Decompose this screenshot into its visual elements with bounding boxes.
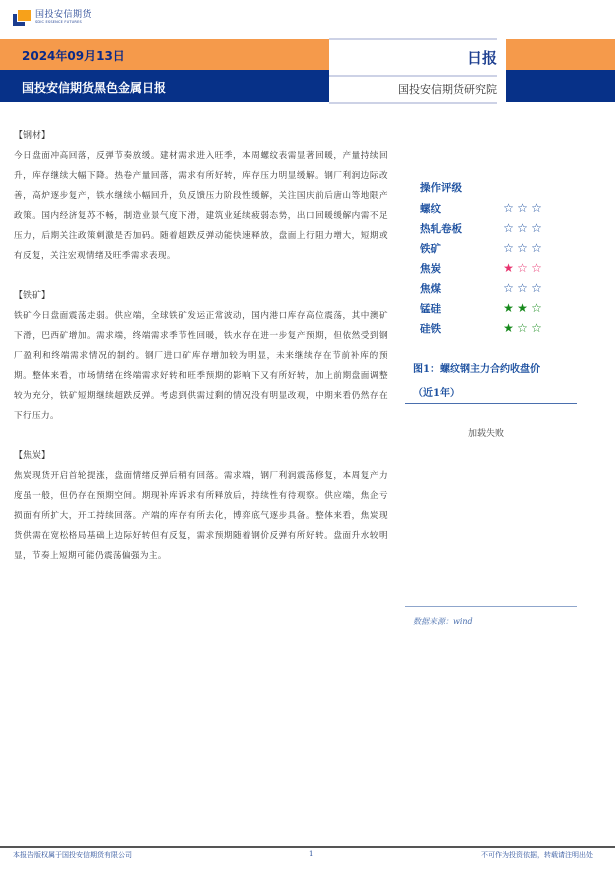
figure-title [413, 358, 588, 406]
footer-disclaimer: 不可作为投资依据，转载请注明出处 [481, 851, 593, 859]
analysis-column [14, 126, 388, 566]
rating-name: 热轧卷板 [420, 222, 462, 235]
section-body: 焦炭现货开启首轮提涨，盘面情绪反弹后稍有回落。需求端，钢厂利润震荡修复，本周复产力度虽一般，但仍存在预期空间。期现补库诉求有所释放后，持续性有待观察。供应端，焦企亏损面有所扩大，开工持续回落。产端的库存有所去化，博弈底气逐步具备。整体来看，焦炭现货供需在宽松格局基础上边际好转但有反复，需求预期随着钢价反弹有所好转。盘面升水较明显，节奏上短期可能仍震荡偏强为主。 [14, 471, 388, 561]
rating-title: 操作评级 [420, 182, 462, 194]
logo-chinese-name: 国投安信期货 [35, 10, 93, 21]
rating-row-silicomanganese [420, 298, 615, 318]
figure-load-failed: 加载失败 [468, 429, 505, 439]
star-filled-icon: ★ [503, 261, 514, 275]
star-rating-icon [502, 282, 543, 294]
footer-rule [0, 846, 615, 848]
star-empty-icon: ☆ [531, 241, 542, 255]
rating-row-hot-rolled-coil [420, 218, 615, 238]
star-rating-icon [502, 262, 543, 274]
figure-bottom-rule [405, 606, 577, 607]
report-date: 2024年09月13日 [22, 49, 125, 63]
star-empty-icon: ☆ [517, 321, 528, 335]
star-empty-icon: ☆ [517, 201, 528, 215]
star-empty-icon: ☆ [517, 261, 528, 275]
star-rating-icon [502, 322, 543, 334]
divider [329, 75, 497, 77]
rating-name: 螺纹 [420, 202, 441, 215]
rating-row-coking-coal [420, 278, 615, 298]
rating-name: 锰硅 [420, 302, 441, 315]
star-filled-icon: ★ [517, 301, 528, 315]
star-empty-icon: ☆ [531, 281, 542, 295]
section-heading: 【焦炭】 [14, 451, 51, 461]
star-empty-icon: ☆ [503, 201, 514, 215]
star-rating-icon [502, 302, 543, 314]
star-rating-icon [502, 222, 543, 234]
star-rating-icon [502, 202, 543, 214]
divider [329, 102, 497, 104]
divider [329, 38, 497, 40]
star-empty-icon: ☆ [503, 221, 514, 235]
figure-source: 数据来源：wind [413, 617, 473, 626]
rating-name: 硅铁 [420, 322, 441, 335]
rating-row-ferrosilicon [420, 318, 615, 338]
star-empty-icon: ☆ [531, 221, 542, 235]
rating-row-rebar [420, 198, 615, 218]
star-rating-icon [502, 242, 543, 254]
star-empty-icon: ☆ [531, 321, 542, 335]
rating-name: 焦炭 [420, 262, 441, 275]
footer-copyright: 本报告版权属于国投安信期货有限公司 [13, 851, 132, 859]
rating-row-iron-ore [420, 238, 615, 258]
section-body: 今日盘面冲高回落，反弹节奏放缓。建材需求进入旺季，本周螺纹表需显著回暖，产量持续回升，库存继续大幅下降。热卷产量回落，需求有所好转，库存压力明显缓解。钢厂利润边际改善，高炉逐步复产，铁水继续小幅回升，负反馈压力阶段性缓解，关注国庆前后唐山等地限产政策。国内经济复苏不畅，制造业景气度下滑，建筑业延续疲弱态势，出口回暖缓解内需不足压力，后期关注政策刺激是否加码。随着超跌反弹动能快速释放，盘面上行阻力增大，短期或有反复，关注宏观情绪及旺季需求表现。 [14, 151, 388, 261]
star-empty-icon: ☆ [517, 221, 528, 235]
star-empty-icon: ☆ [503, 241, 514, 255]
company-logo [13, 10, 92, 26]
report-title: 国投安信期货黑色金属日报 [22, 81, 167, 95]
logo-english-name: SDIC ESSENCE FUTURES [35, 20, 82, 25]
section-iron-ore [14, 286, 388, 426]
section-coke [14, 446, 388, 566]
star-empty-icon: ☆ [531, 301, 542, 315]
figure-top-rule [405, 403, 577, 404]
institute-name: 国投安信期货研究院 [398, 83, 497, 96]
rating-name: 铁矿 [420, 242, 441, 255]
star-empty-icon: ☆ [531, 201, 542, 215]
star-empty-icon: ☆ [531, 261, 542, 275]
figure-title-line2: （近1年） [413, 388, 460, 399]
star-empty-icon: ☆ [503, 281, 514, 295]
figure-title-line1: 图1：螺纹钢主力合约收盘价 [413, 364, 540, 375]
section-heading: 【钢材】 [14, 131, 51, 141]
rating-panel [400, 178, 615, 338]
report-type-box [329, 36, 506, 106]
section-heading: 【铁矿】 [14, 291, 51, 301]
page-number: 1 [309, 850, 314, 858]
rating-name: 焦煤 [420, 282, 441, 295]
star-empty-icon: ☆ [517, 241, 528, 255]
section-steel [14, 126, 388, 266]
star-empty-icon: ☆ [517, 281, 528, 295]
section-body: 铁矿今日盘面震荡走弱。供应端，全球铁矿发运正常波动，国内港口库存高位震荡，其中澳矿下滑，巴西矿增加。需求端，终端需求季节性回暖，铁水存在进一步复产预期，但依然受到钢厂盈利和终端需求情况的制约。钢厂进口矿库存增加较为明显，未来继续存在节前补库的预期。整体来看，市场情绪在终端需求好转和旺季预期的影响下又有所好转，加上前期盘面调整较为充分，铁矿短期继续超跌反弹。考虑到供需过剩的情况没有明显改观，中期来看仍然存在下行压力。 [14, 311, 388, 421]
logo-mark-icon [13, 10, 31, 26]
report-type: 日报 [466, 49, 497, 67]
star-filled-icon: ★ [503, 321, 514, 335]
rating-row-coke [420, 258, 615, 278]
star-filled-icon: ★ [503, 301, 514, 315]
